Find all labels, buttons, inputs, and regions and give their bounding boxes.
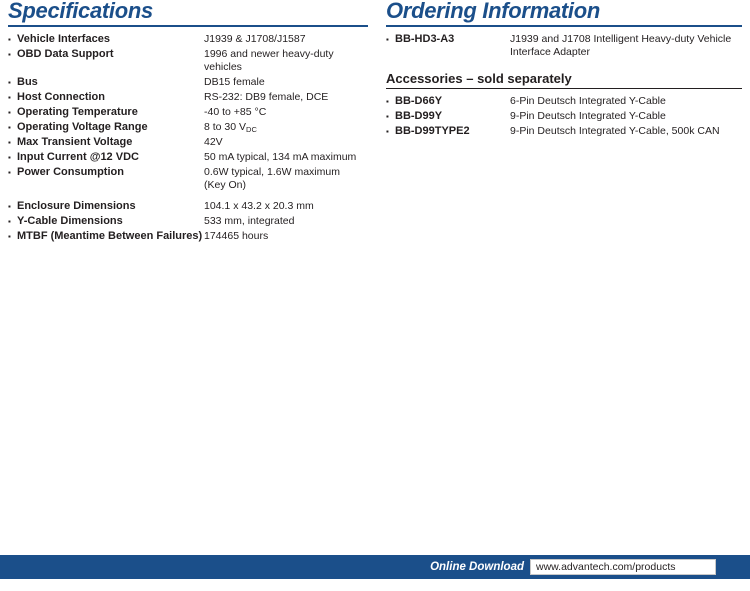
spec-label — [8, 230, 204, 245]
bullet-icon — [8, 76, 17, 89]
spec-value-text: 0.6W typical, 1.6W maximum (Key On) — [204, 166, 340, 191]
spec-value-text: DB15 female — [204, 76, 265, 88]
spec-row — [8, 33, 368, 48]
spec-label-text: Operating Temperature — [17, 106, 138, 118]
bullet-icon — [386, 110, 395, 123]
bullet-icon — [8, 151, 17, 164]
spec-value — [204, 76, 368, 91]
spec-label — [8, 136, 204, 151]
bullet-icon — [8, 48, 17, 61]
online-download-label: Online Download — [430, 561, 524, 573]
spec-value-text: 533 mm, integrated — [204, 215, 295, 227]
spec-label — [8, 106, 204, 121]
spec-row — [8, 121, 368, 136]
bullet-icon — [386, 33, 395, 46]
specifications-section — [8, 0, 368, 245]
bullet-icon — [8, 136, 17, 149]
specifications-heading-rule — [8, 25, 368, 27]
order-code-text: BB-D66Y — [395, 95, 443, 107]
order-code — [386, 110, 510, 125]
spec-row — [8, 151, 368, 166]
spec-row — [8, 200, 368, 215]
spec-label — [8, 121, 204, 136]
spec-row — [8, 76, 368, 91]
footer-download-group — [430, 555, 716, 579]
order-code-text: BB-D99TYPE2 — [395, 125, 470, 137]
order-description: J1939 and J1708 Intelligent Heavy-duty Vehicle Interface Adapter — [510, 33, 732, 58]
order-code — [386, 125, 510, 140]
spec-label — [8, 166, 204, 194]
spec-label-text: Vehicle Interfaces — [17, 33, 110, 45]
spec-value — [204, 151, 368, 166]
spec-value — [204, 200, 368, 215]
footer-bar — [0, 555, 750, 579]
spec-label — [8, 151, 204, 166]
spec-value — [204, 91, 368, 106]
download-url-text: www.advantech.com/products — [536, 561, 676, 573]
spec-label-text: Power Consumption — [17, 166, 124, 178]
ordering-row — [386, 33, 742, 61]
order-code-text: BB-D99Y — [395, 110, 443, 122]
order-code-text: BB-HD3-A3 — [395, 33, 455, 45]
bullet-icon — [8, 230, 17, 243]
specifications-table-body — [8, 33, 368, 245]
spec-label — [8, 48, 204, 76]
spec-value — [204, 215, 368, 230]
bullet-icon — [386, 95, 395, 108]
spec-label-text: Max Transient Voltage — [17, 136, 133, 148]
bullet-icon — [386, 125, 395, 138]
accessory-row — [386, 125, 742, 140]
accessory-row — [386, 110, 742, 125]
spec-label-text: Host Connection — [17, 91, 105, 103]
spec-value — [204, 230, 368, 245]
spec-value-text: 50 mA typical, 134 mA maximum — [204, 151, 357, 163]
bullet-icon — [8, 166, 17, 179]
spec-value-text: 104.1 x 43.2 x 20.3 mm — [204, 200, 314, 212]
accessories-table-body — [386, 95, 742, 140]
spec-label-text: Input Current @12 VDC — [17, 151, 139, 163]
ordering-information-heading-rule — [386, 25, 742, 27]
ordering-table-body — [386, 33, 742, 61]
spec-row — [8, 136, 368, 151]
spec-row — [8, 106, 368, 121]
bullet-icon — [8, 106, 17, 119]
ordering-table — [386, 33, 742, 61]
spec-value-text: J1939 & J1708/J1587 — [204, 33, 306, 45]
spec-label-text: Operating Voltage Range — [17, 121, 148, 133]
download-url-field[interactable] — [530, 559, 716, 575]
spec-row — [8, 215, 368, 230]
spec-value-text: 174465 hours — [204, 230, 269, 242]
spec-label — [8, 33, 204, 48]
spec-value-text: 8 to 30 V — [204, 121, 247, 133]
bullet-icon — [8, 215, 17, 228]
spec-row — [8, 91, 368, 106]
ordering-information-section — [386, 0, 742, 140]
spec-value — [204, 33, 368, 48]
order-description: 9-Pin Deutsch Integrated Y-Cable, 500k CAN — [510, 125, 720, 137]
spec-value-text: -40 to +85 °C — [204, 106, 267, 118]
accessory-row — [386, 95, 742, 110]
bullet-icon — [8, 121, 17, 134]
spec-label-text: Y-Cable Dimensions — [17, 215, 123, 227]
spec-value — [204, 166, 368, 194]
spec-value — [204, 106, 368, 121]
spec-label — [8, 215, 204, 230]
spec-label-text: MTBF (Meantime Between Failures) — [17, 230, 203, 242]
specifications-heading: Specifications — [8, 0, 153, 23]
spec-value-text: 1996 and newer heavy-duty vehicles — [204, 48, 334, 73]
accessories-heading-rule — [386, 88, 742, 89]
bullet-icon — [8, 33, 17, 46]
spec-value-text: RS-232: DB9 female, DCE — [204, 91, 329, 103]
order-description: 6-Pin Deutsch Integrated Y-Cable — [510, 95, 666, 107]
specifications-table — [8, 33, 368, 245]
accessories-heading: Accessories – sold separately — [386, 71, 572, 86]
order-description: 9-Pin Deutsch Integrated Y-Cable — [510, 110, 666, 122]
spec-value — [204, 121, 368, 136]
spec-label — [8, 76, 204, 91]
spec-row — [8, 48, 368, 76]
spec-value-subscript: DC — [246, 125, 257, 134]
order-code — [386, 95, 510, 110]
spec-value-text: 42V — [204, 136, 223, 148]
spec-label-text: OBD Data Support — [17, 48, 114, 60]
bullet-icon — [8, 91, 17, 104]
bullet-icon — [8, 200, 17, 213]
spec-label-text: Bus — [17, 76, 38, 88]
spec-value — [204, 48, 368, 76]
spec-label-text: Enclosure Dimensions — [17, 200, 136, 212]
spec-value — [204, 136, 368, 151]
spec-label — [8, 91, 204, 106]
spec-row — [8, 230, 368, 245]
spec-row — [8, 166, 368, 194]
accessories-table — [386, 95, 742, 140]
ordering-information-heading: Ordering Information — [386, 0, 601, 23]
spec-label — [8, 200, 204, 215]
order-code — [386, 33, 510, 61]
